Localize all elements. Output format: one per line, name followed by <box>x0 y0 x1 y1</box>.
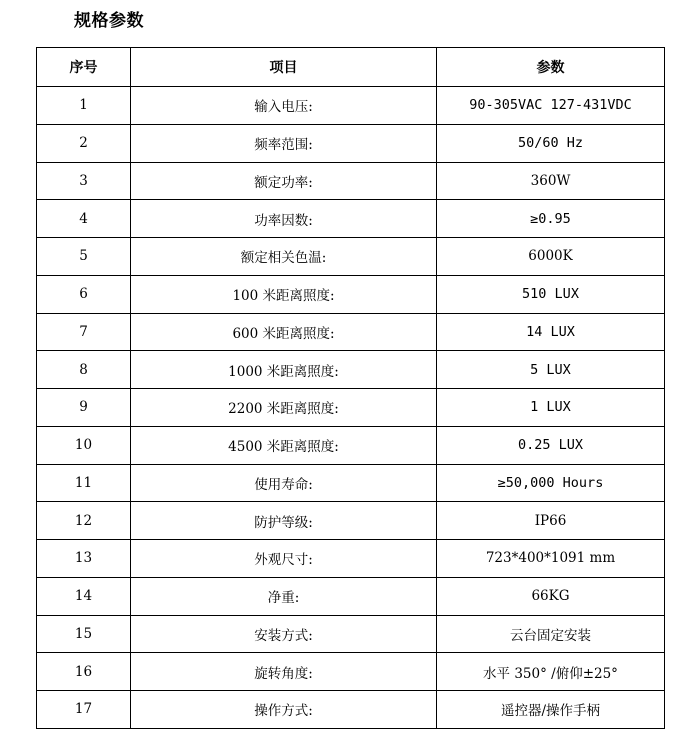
row-item: 功率因数: <box>131 200 437 238</box>
table-row <box>37 464 665 502</box>
row-item: 额定功率: <box>131 162 437 200</box>
header-no: 序号 <box>37 48 131 87</box>
table-row <box>37 162 665 200</box>
header-value: 参数 <box>437 48 665 87</box>
table-row <box>37 653 665 691</box>
row-no: 11 <box>37 464 131 502</box>
row-item: 1000 米距离照度: <box>131 351 437 389</box>
row-value: 水平 350° /俯仰±25° <box>437 653 665 691</box>
row-item: 600 米距离照度: <box>131 313 437 351</box>
row-value: ≥50,000 Hours <box>437 464 665 502</box>
row-value: 6000K <box>437 238 665 276</box>
row-item: 净重: <box>131 577 437 615</box>
row-no: 3 <box>37 162 131 200</box>
table-row <box>37 502 665 540</box>
row-no: 8 <box>37 351 131 389</box>
row-value: 510 LUX <box>437 275 665 313</box>
row-no: 13 <box>37 540 131 578</box>
table-row <box>37 200 665 238</box>
row-no: 16 <box>37 653 131 691</box>
row-item: 防护等级: <box>131 502 437 540</box>
table-row <box>37 351 665 389</box>
row-item: 4500 米距离照度: <box>131 426 437 464</box>
row-value: 50/60 Hz <box>437 124 665 162</box>
row-no: 7 <box>37 313 131 351</box>
row-value: 1 LUX <box>437 389 665 427</box>
row-value: 14 LUX <box>437 313 665 351</box>
table-row <box>37 238 665 276</box>
row-item: 操作方式: <box>131 691 437 729</box>
row-item: 使用寿命: <box>131 464 437 502</box>
row-no: 12 <box>37 502 131 540</box>
row-item: 旋转角度: <box>131 653 437 691</box>
row-value: ≥0.95 <box>437 200 665 238</box>
row-value: 云台固定安装 <box>437 615 665 653</box>
row-value: 遥控器/操作手柄 <box>437 691 665 729</box>
row-no: 1 <box>37 87 131 125</box>
row-value: IP66 <box>437 502 665 540</box>
table-row <box>37 577 665 615</box>
row-no: 10 <box>37 426 131 464</box>
row-no: 5 <box>37 238 131 276</box>
row-no: 14 <box>37 577 131 615</box>
row-item: 外观尺寸: <box>131 540 437 578</box>
page-title: 规格参数 <box>74 11 144 31</box>
table-row <box>37 691 665 729</box>
table-row <box>37 124 665 162</box>
row-value: 0.25 LUX <box>437 426 665 464</box>
row-value: 360W <box>437 162 665 200</box>
spec-table <box>36 47 665 729</box>
header-item: 项目 <box>131 48 437 87</box>
table-row <box>37 275 665 313</box>
row-no: 17 <box>37 691 131 729</box>
row-item: 100 米距离照度: <box>131 275 437 313</box>
table-header-row <box>37 48 665 87</box>
row-value: 723*400*1091 mm <box>437 540 665 578</box>
table-row <box>37 389 665 427</box>
row-value: 66KG <box>437 577 665 615</box>
row-no: 9 <box>37 389 131 427</box>
table-row <box>37 540 665 578</box>
row-no: 15 <box>37 615 131 653</box>
table-row <box>37 615 665 653</box>
row-item: 2200 米距离照度: <box>131 389 437 427</box>
row-item: 频率范围: <box>131 124 437 162</box>
table-row <box>37 87 665 125</box>
table-row <box>37 313 665 351</box>
row-item: 安装方式: <box>131 615 437 653</box>
row-no: 6 <box>37 275 131 313</box>
row-item: 输入电压: <box>131 87 437 125</box>
row-no: 4 <box>37 200 131 238</box>
row-no: 2 <box>37 124 131 162</box>
row-value: 5 LUX <box>437 351 665 389</box>
row-value: 90-305VAC 127-431VDC <box>437 87 665 125</box>
row-item: 额定相关色温: <box>131 238 437 276</box>
table-row <box>37 426 665 464</box>
